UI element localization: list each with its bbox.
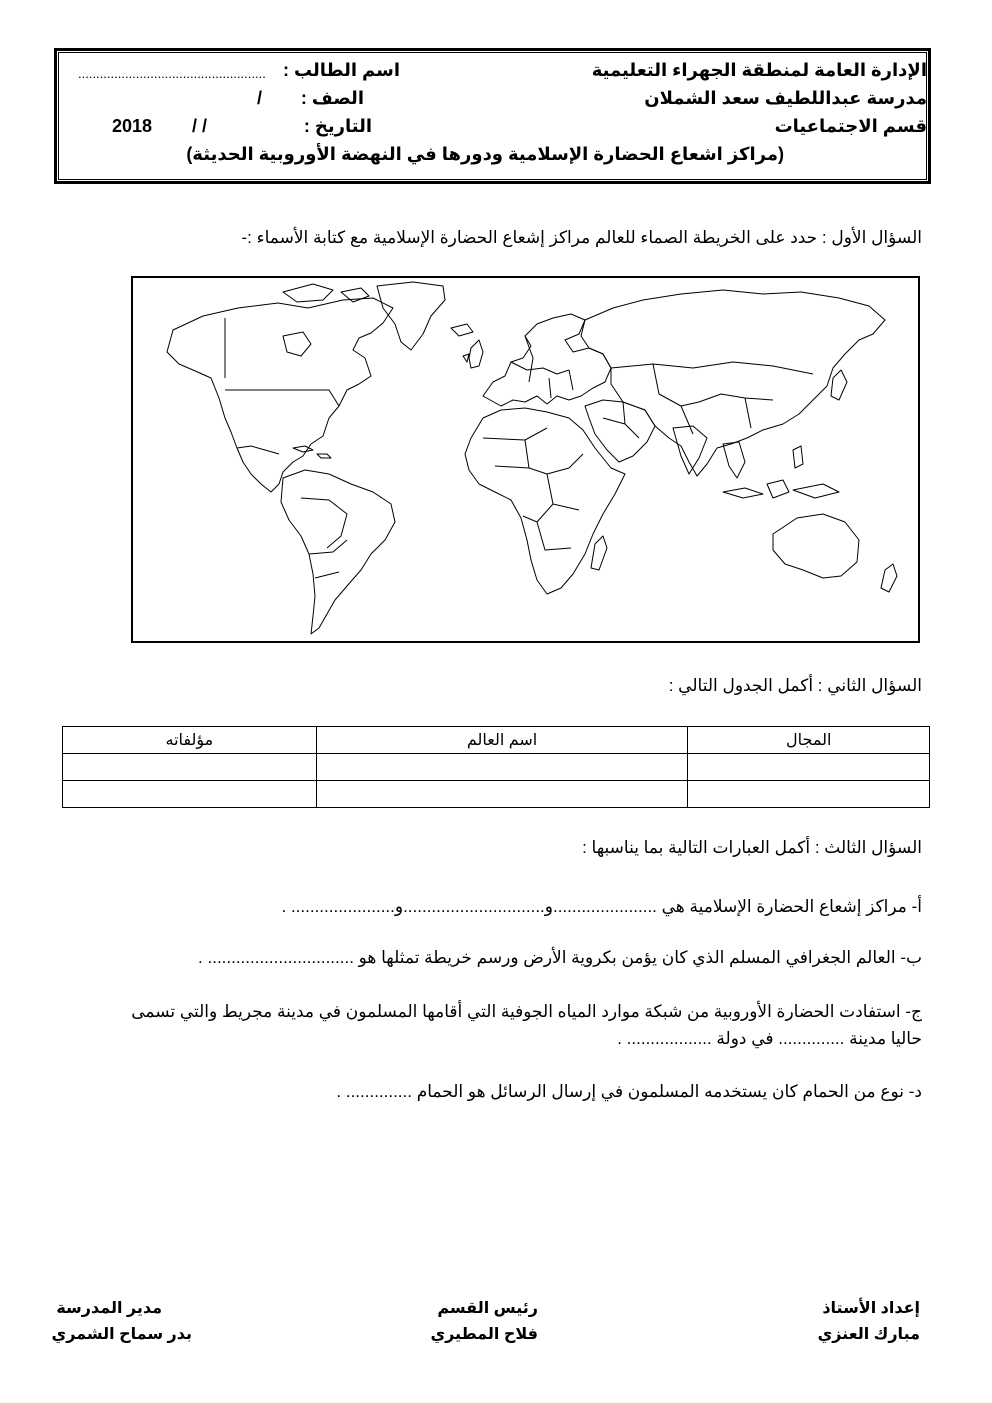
date-label: التاريخ : <box>303 116 372 136</box>
directorate-name: الإدارة العامة لمنطقة الجهراء التعليمية <box>591 60 927 80</box>
map-india <box>673 426 707 474</box>
statement-c-line-2[interactable]: حاليا مدينة .............. في دولة .................. . <box>617 1029 922 1048</box>
map-africa <box>465 408 625 594</box>
table-cell-field[interactable] <box>688 754 930 781</box>
column-header-scholar-name: اسم العالم <box>316 727 688 754</box>
exam-subject-title: (مراكز اشعاع الحضارة الإسلامية ودورها في النهضة الأوروبية الحديثة) <box>186 144 784 164</box>
table-cell-works[interactable] <box>63 781 317 808</box>
map-hudson-bay <box>283 332 311 356</box>
table-header-row <box>63 727 930 754</box>
map-europe-borders <box>511 336 573 398</box>
question-3-text: السؤال الثالث : أكمل العبارات التالية بما يناسبها : <box>582 838 922 857</box>
question-1-text: السؤال الأول : حدد على الخريطة الصماء للعالم مراكز إشعاع الحضارة الإسلامية مع كتابة الأسماء :- <box>241 228 922 247</box>
world-map-frame[interactable] <box>131 276 920 643</box>
department-name: قسم الاجتماعيات <box>774 116 927 136</box>
map-asia-borders <box>611 362 813 434</box>
class-label: الصف : <box>300 88 364 108</box>
statement-c-line-1[interactable]: ج- استفادت الحضارة الأوروبية من شبكة موارد المياه الجوفية التي أقامها المسلمون في مدينة مجريط والتي تسمى <box>131 1002 922 1021</box>
map-africa-borders <box>483 428 583 550</box>
question-2-text: السؤال الثاني : أكمل الجدول التالي : <box>668 676 922 695</box>
principal-label: مدير المدرسة <box>56 1300 162 1317</box>
date-year: 2018 <box>112 116 153 136</box>
world-map[interactable] <box>133 278 918 641</box>
map-indonesia <box>723 480 839 498</box>
statement-d[interactable]: د- نوع من الحمام كان يستخدمه المسلمون في إرسال الرسائل هو الحمام .............. . <box>336 1082 922 1101</box>
class-field[interactable]: / <box>257 88 263 108</box>
map-us-canada-border <box>225 390 339 406</box>
map-mexico-border <box>237 446 279 454</box>
table-row <box>63 754 930 781</box>
map-new-zealand <box>881 564 897 592</box>
scholars-table <box>62 726 930 808</box>
column-header-field: المجال <box>688 727 930 754</box>
table-cell-works[interactable] <box>63 754 317 781</box>
map-madagascar <box>591 536 607 570</box>
map-south-america <box>281 470 395 634</box>
map-europe <box>483 314 611 406</box>
map-philippines <box>793 446 803 468</box>
table-cell-scholar-name[interactable] <box>316 781 688 808</box>
student-name-label: اسم الطالب : <box>282 60 400 80</box>
prepared-by-name: مبارك العنزي <box>817 1326 920 1343</box>
statement-b[interactable]: ب- العالم الجغرافي المسلم الذي كان يؤمن بكروية الأرض ورسم خريطة تمثلها هو ............................... . <box>198 948 922 967</box>
map-japan <box>831 370 847 400</box>
map-caribbean <box>293 446 331 458</box>
map-sa-borders <box>301 498 347 578</box>
table-cell-field[interactable] <box>688 781 930 808</box>
map-north-america <box>167 298 393 492</box>
prepared-by-label: إعداد الأستاذ <box>822 1300 920 1317</box>
map-asia <box>581 290 885 476</box>
student-name-field[interactable]: .................................................... <box>78 66 266 81</box>
map-iceland <box>451 324 473 336</box>
statement-a[interactable]: أ- مراكز إشعاع الحضارة الإسلامية هي ......................و..............................و...................... . <box>281 897 922 916</box>
map-southeast-asia <box>723 442 745 478</box>
principal-name: بدر سماح الشمري <box>51 1326 192 1343</box>
table-cell-scholar-name[interactable] <box>316 754 688 781</box>
department-head-label: رئيس القسم <box>437 1300 538 1317</box>
table-row <box>63 781 930 808</box>
department-head-name: فلاح المطيري <box>430 1326 538 1343</box>
map-arabia-borders <box>603 402 639 438</box>
column-header-works: مؤلفاته <box>63 727 317 754</box>
date-field[interactable]: / / <box>192 116 208 136</box>
map-australia <box>773 514 859 578</box>
map-britain <box>463 340 483 368</box>
school-name: مدرسة عبداللطيف سعد الشملان <box>644 88 927 108</box>
